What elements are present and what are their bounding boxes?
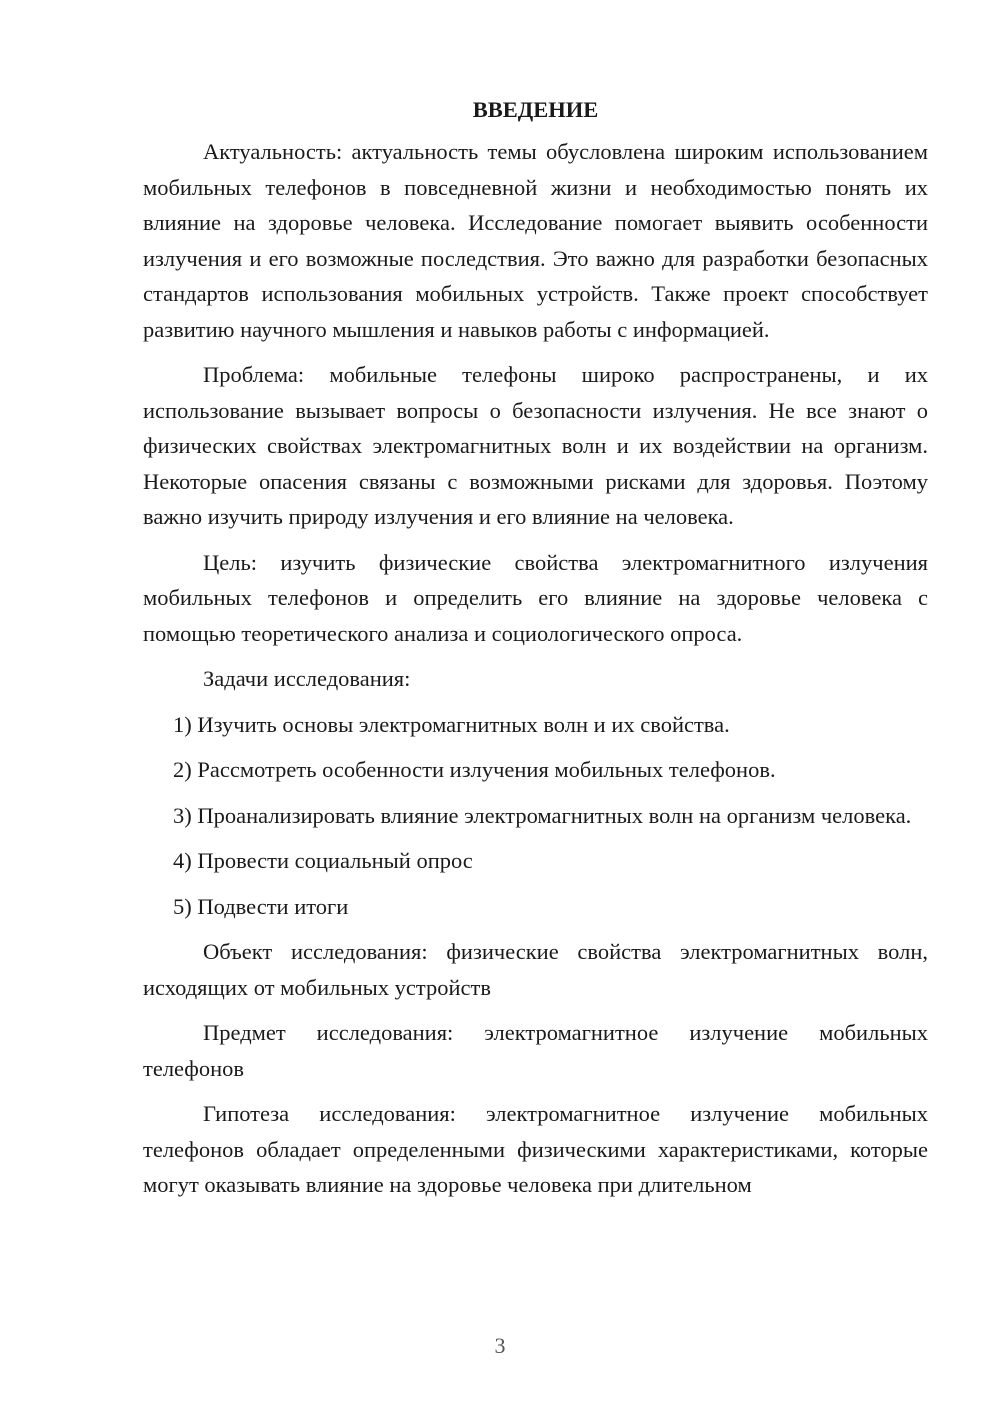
tasks-list [143, 707, 928, 925]
task-item: 5) Подвести итоги [173, 893, 349, 919]
task-item: 2) Рассмотреть особенности излучения мобильных телефонов. [173, 757, 776, 782]
paragraph-subject: Предмет исследования: электромагнитное излучение мобильных телефонов [143, 1020, 928, 1081]
page-number: 3 [494, 1333, 506, 1358]
paragraph-object: Объект исследования: физические свойства электромагнитных волн, исходящих от мобильных устройств [143, 939, 928, 1000]
tasks-title: Задачи исследования: [203, 666, 411, 691]
paragraph-hypothesis: Гипотеза исследования: электромагнитное излучение мобильных телефонов обладает определенными физическими характеристиками, которые могут оказывать влияние на здоровье человека при длительном [143, 1101, 928, 1197]
paragraph-relevance: Актуальность: актуальность темы обусловлена широким использованием мобильных телефонов в повседневной жизни и необходимостью понять их влияние на здоровье человека. Исследование помогает выявить особенности излучения и его возможные последствия. Это важно для разработки безопасных стандартов использования мобильных устройств. Также проект способствует развитию научного мышления и навыков работы с информацией. [143, 139, 928, 342]
task-item: 4) Провести социальный опрос [173, 848, 473, 873]
task-item: 1) Изучить основы электромагнитных волн и их свойства. [173, 711, 730, 737]
task-item: 3) Проанализировать влияние электромагнитных волн на организм человека. [173, 802, 912, 828]
paragraph-goal: Цель: изучить физические свойства электромагнитного излучения мобильных телефонов и определить его влияние на здоровье человека с помощью теоретического анализа и социологического опроса. [143, 549, 928, 646]
page-content [143, 90, 928, 1213]
section-heading: ВВЕДЕНИЕ [472, 97, 599, 122]
paragraph-problem: Проблема: мобильные телефоны широко распространены, и их использование вызывает вопросы о безопасности излучения. Не все знают о физических свойствах электромагнитных волн и их воздействии на организм. Некоторые опасения связаны с возможными рисками для здоровья. Поэтому важно изучить природу излучения и его влияние на человека. [143, 362, 928, 529]
